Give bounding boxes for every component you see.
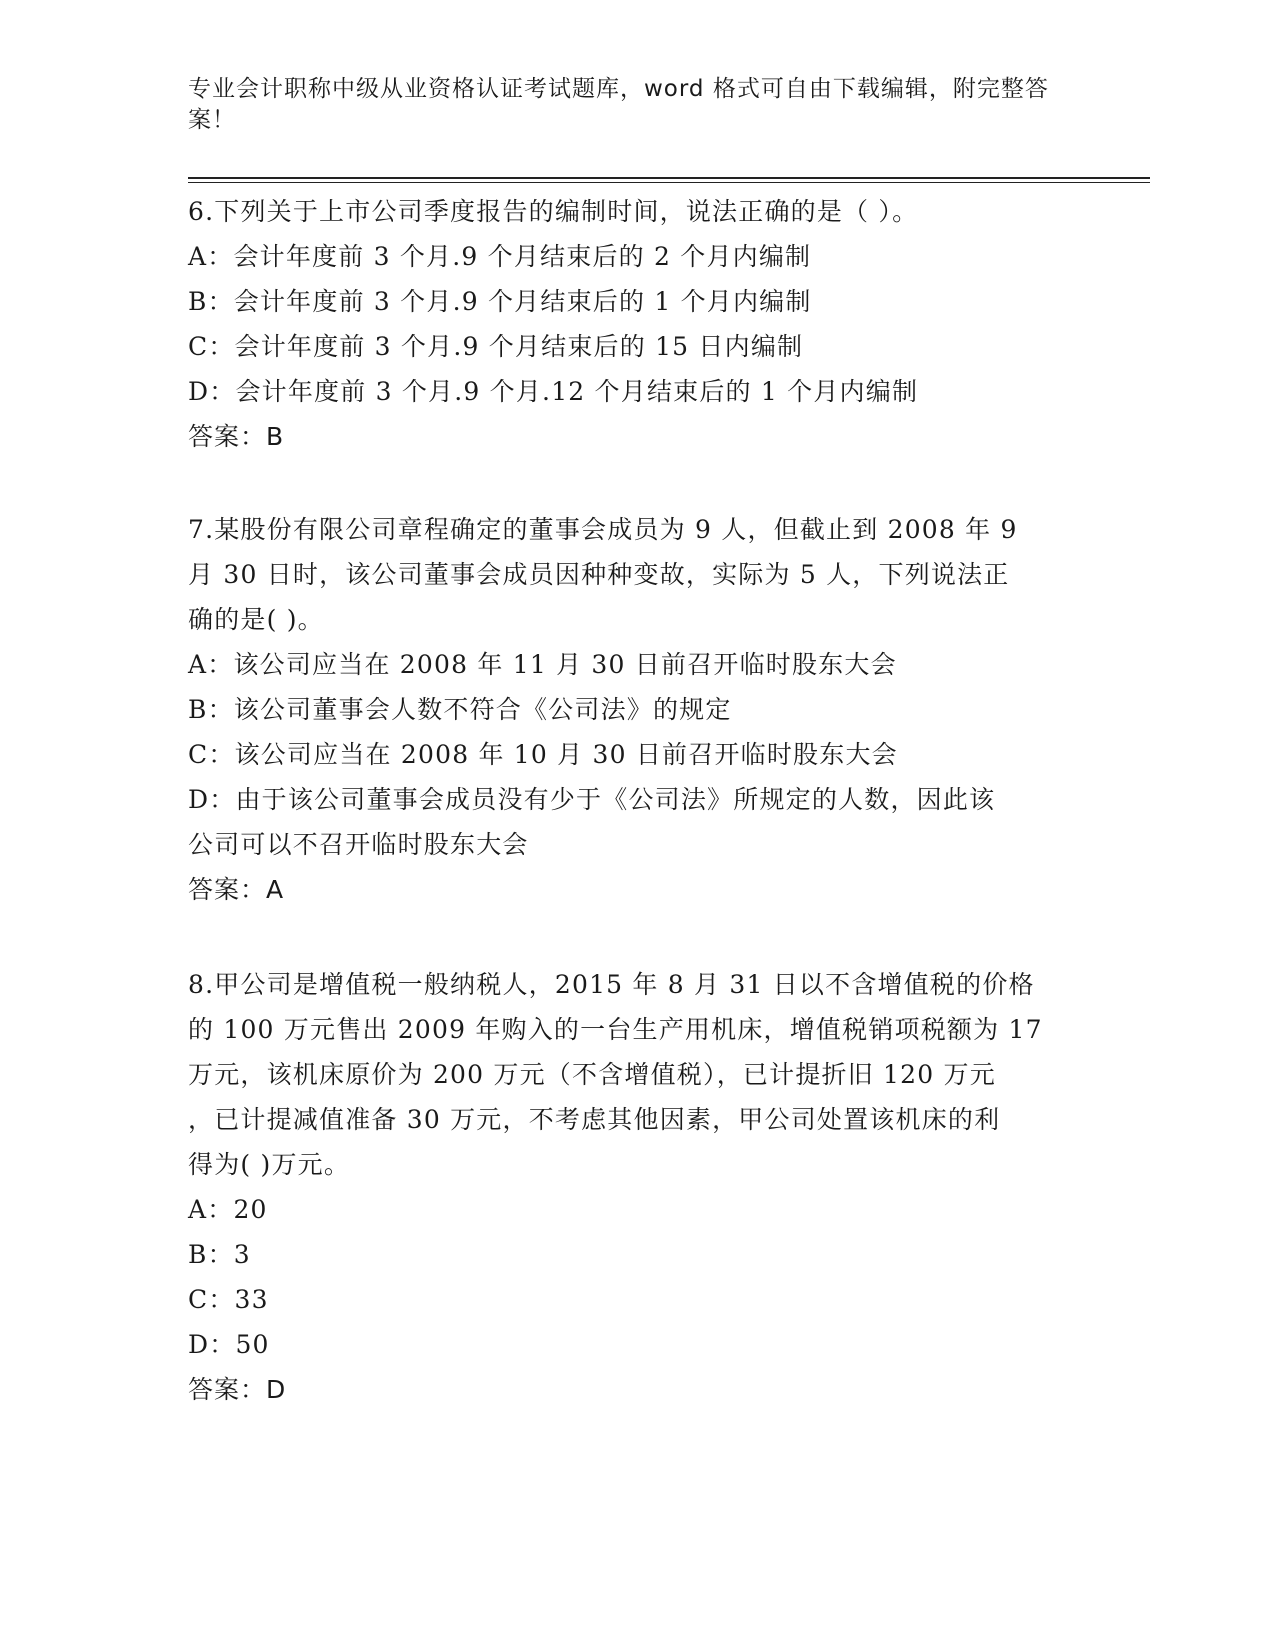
header-line-2: 案！ (188, 107, 236, 133)
question-stem-line-2: 的 100 万元售出 2009 年购入的一台生产用机床，增值税销项税额为 17 (188, 1015, 1043, 1044)
question-8 (188, 962, 1088, 1412)
document-header (188, 74, 1068, 136)
option-c: C：该公司应当在 2008 年 10 月 30 日前召开临时股东大会 (188, 740, 898, 769)
option-a: A：会计年度前 3 个月.9 个月结束后的 2 个月内编制 (188, 242, 812, 271)
question-stem-line-1: 7.某股份有限公司章程确定的董事会成员为 9 人，但截止到 2008 年 9 (188, 515, 1018, 544)
option-d: D：由于该公司董事会成员没有少于《公司法》所规定的人数，因此该 (188, 785, 996, 814)
header-rule-thick (188, 177, 1150, 179)
option-c: C：33 (188, 1285, 269, 1314)
question-stem: 6.下列关于上市公司季度报告的编制时间，说法正确的是（ ）。 (188, 197, 919, 226)
option-d-continued: 公司可以不召开临时股东大会 (188, 830, 529, 859)
answer-line: 答案：B (188, 422, 285, 451)
option-d: D：会计年度前 3 个月.9 个月.12 个月结束后的 1 个月内编制 (188, 377, 919, 406)
option-b: B：会计年度前 3 个月.9 个月结束后的 1 个月内编制 (188, 287, 812, 316)
option-a: A：20 (188, 1195, 268, 1224)
answer-line: 答案：D (188, 1375, 287, 1404)
option-a: A：该公司应当在 2008 年 11 月 30 日前召开临时股东大会 (188, 650, 897, 679)
header-rule-thin (188, 182, 1150, 183)
header-line-1: 专业会计职称中级从业资格认证考试题库，word 格式可自由下载编辑，附完整答 (188, 76, 1049, 102)
question-stem-line-1: 8.甲公司是增值税一般纳税人，2015 年 8 月 31 日以不含增值税的价格 (188, 970, 1035, 999)
question-7 (188, 507, 1088, 912)
question-stem-line-4: ，已计提减值准备 30 万元，不考虑其他因素，甲公司处置该机床的利 (188, 1105, 1001, 1134)
question-6 (188, 189, 1088, 459)
option-d: D：50 (188, 1330, 270, 1359)
question-stem-line-3: 万元，该机床原价为 200 万元（不含增值税），已计提折旧 120 万元 (188, 1060, 996, 1089)
option-b: B：3 (188, 1240, 251, 1269)
answer-line: 答案：A (188, 875, 285, 904)
question-stem-line-3: 确的是( )。 (188, 605, 324, 634)
question-stem-line-5: 得为( )万元。 (188, 1150, 351, 1179)
question-stem-line-2: 月 30 日时，该公司董事会成员因种种变故，实际为 5 人，下列说法正 (188, 560, 1010, 589)
option-b: B：该公司董事会人数不符合《公司法》的规定 (188, 695, 732, 724)
option-c: C：会计年度前 3 个月.9 个月结束后的 15 日内编制 (188, 332, 804, 361)
